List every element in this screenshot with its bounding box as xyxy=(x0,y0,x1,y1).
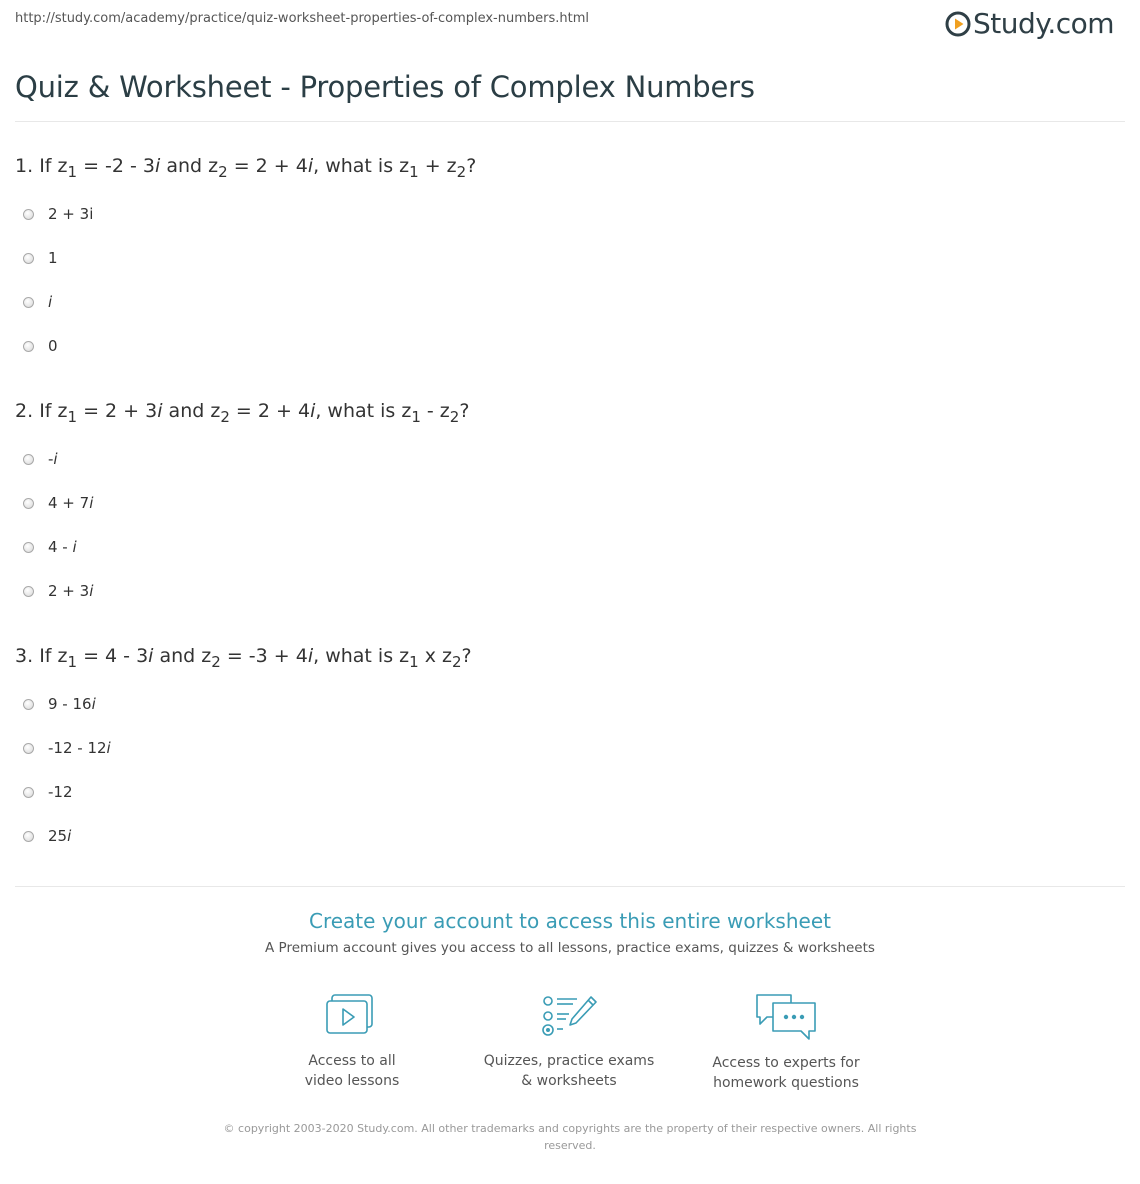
copyright-notice: © copyright 2003-2020 Study.com. All other trademarks and copyrights are the property of their respective owners. All rights reserved. xyxy=(223,1122,917,1152)
option-label: 1 xyxy=(48,249,58,267)
question-3: 3. If $z_1 = 4 - 3i$ and $z_2 = -3 + 4i$, what is $z_1$ x $z_2$? xyxy=(15,645,472,671)
option-label: -12 - 12i xyxy=(48,739,111,757)
radio-button[interactable] xyxy=(23,586,34,597)
q1-option-3[interactable] xyxy=(23,293,52,311)
option-label: 4 + 7i xyxy=(48,494,94,512)
option-label: -i xyxy=(48,450,58,468)
question-number: 1. xyxy=(15,155,34,177)
option-label: 2 + 3i xyxy=(48,582,94,600)
feature-label: Access to experts for homework questions xyxy=(712,1055,860,1091)
radio-button[interactable] xyxy=(23,209,34,220)
video-lessons-icon xyxy=(324,993,380,1041)
study-logo[interactable] xyxy=(945,7,1114,40)
q2-option-4[interactable] xyxy=(23,582,93,600)
chat-bubbles-icon xyxy=(753,993,819,1043)
feature-video-lessons xyxy=(252,993,452,1091)
cta-subtitle: A Premium account gives you access to all lessons, practice exams, quizzes & worksheets xyxy=(265,940,875,956)
radio-button[interactable] xyxy=(23,699,34,710)
page-title: Quiz & Worksheet - Properties of Complex Numbers xyxy=(15,70,755,104)
q1-option-4[interactable] xyxy=(23,337,58,355)
radio-button[interactable] xyxy=(23,787,34,798)
logo-play-icon xyxy=(945,11,971,37)
q3-option-1[interactable] xyxy=(23,695,96,713)
title-divider xyxy=(15,121,1125,122)
cta-divider xyxy=(15,886,1125,887)
radio-button[interactable] xyxy=(23,341,34,352)
question-number: 2. xyxy=(15,400,34,422)
q3-option-2[interactable] xyxy=(23,739,111,757)
question-1: 1. If $z_1 = -2 - 3i$ and $z_2 = 2 + 4i$, what is $z_1 + z_2$? xyxy=(15,155,477,181)
q3-option-3[interactable] xyxy=(23,783,73,801)
feature-label: Quizzes, practice exams & worksheets xyxy=(483,1053,655,1089)
option-label: 2 + 3i xyxy=(48,205,94,223)
q2-option-2[interactable] xyxy=(23,494,93,512)
feature-quizzes xyxy=(469,993,669,1091)
radio-button[interactable] xyxy=(23,542,34,553)
logo-text: Study.com xyxy=(973,7,1115,40)
feature-experts xyxy=(686,993,886,1093)
question-number: 3. xyxy=(15,645,34,667)
option-label: 4 - i xyxy=(48,538,77,556)
quiz-checklist-icon xyxy=(539,993,599,1041)
option-label: -12 xyxy=(48,783,73,801)
q1-option-2[interactable] xyxy=(23,249,58,267)
q3-option-4[interactable] xyxy=(23,827,71,845)
cta-title[interactable]: Create your account to access this entire worksheet xyxy=(309,909,831,933)
option-label: i xyxy=(48,293,53,311)
feature-label: Access to all video lessons xyxy=(304,1053,400,1089)
radio-button[interactable] xyxy=(23,743,34,754)
radio-button[interactable] xyxy=(23,253,34,264)
radio-button[interactable] xyxy=(23,831,34,842)
radio-button[interactable] xyxy=(23,454,34,465)
option-label: 25i xyxy=(48,827,72,845)
q2-option-3[interactable] xyxy=(23,538,77,556)
q2-option-1[interactable] xyxy=(23,450,58,468)
option-label: 0 xyxy=(48,337,58,355)
q1-option-1[interactable] xyxy=(23,205,93,223)
radio-button[interactable] xyxy=(23,297,34,308)
option-label: 9 - 16i xyxy=(48,695,96,713)
question-2: 2. If $z_1 = 2 + 3i$ and $z_2 = 2 + 4i$, what is $z_1 - z_2$? xyxy=(15,400,470,426)
page-url: http://study.com/academy/practice/quiz-worksheet-properties-of-complex-numbers.html xyxy=(15,11,590,26)
radio-button[interactable] xyxy=(23,498,34,509)
